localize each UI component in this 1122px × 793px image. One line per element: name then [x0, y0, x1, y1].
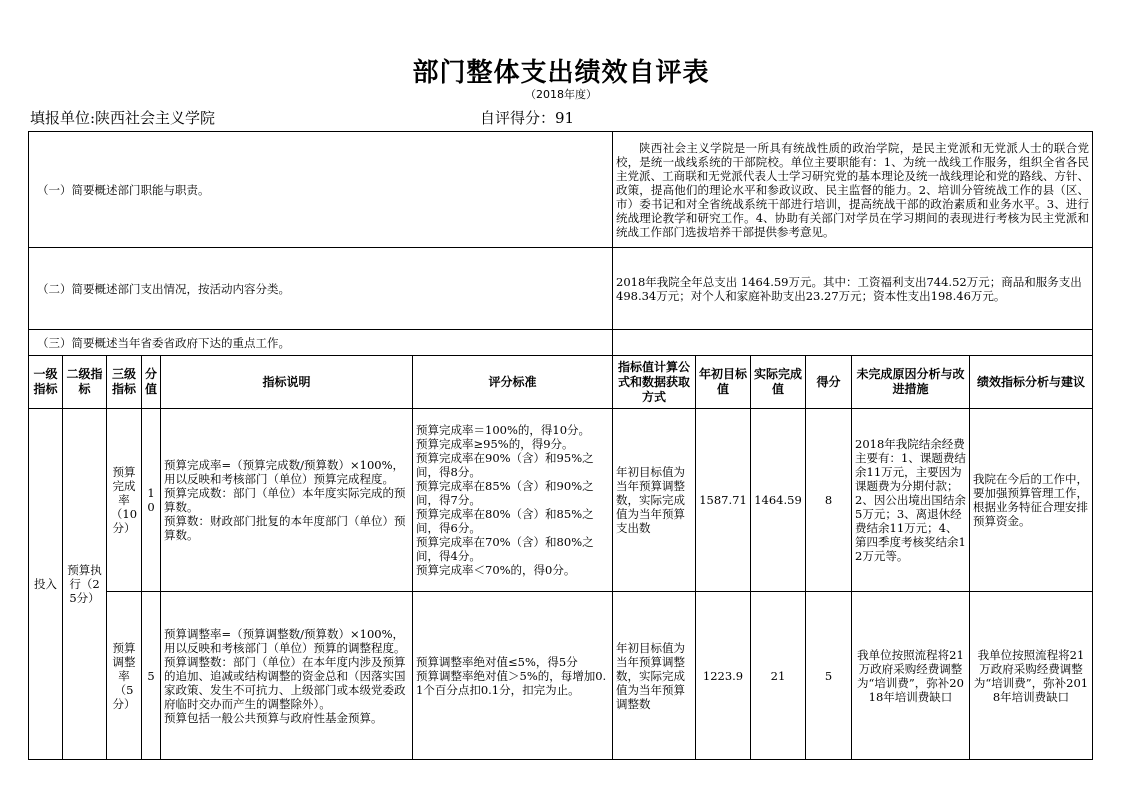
column-header: 年初目标值: [696, 356, 751, 409]
column-header: 一级指标: [29, 356, 63, 409]
reason-analysis: 我单位按照流程将21万政府采购经费调整为“培训费”，弥补2018年培训费缺口: [852, 592, 970, 760]
summary-row-expenditure: [29, 248, 1093, 330]
column-header: 分值: [142, 356, 161, 409]
column-header: 三级指标: [107, 356, 142, 409]
scoring-criteria: [413, 409, 613, 592]
criteria-line: 预算完成率在80%（含）和85%之间，得6分。: [416, 507, 594, 535]
self-score: 自评得分：91: [480, 109, 575, 127]
points-value: 10: [142, 409, 161, 592]
explanation-line: 预算包括一般公共预算与政府性基金预算。: [164, 710, 383, 725]
score-value: 8: [806, 409, 852, 592]
column-header: 评分标准: [413, 356, 613, 409]
performance-advice: 我单位按照流程将21万政府采购经费调整为“培训费”，弥补2018年培训费缺口: [970, 592, 1093, 760]
reason-analysis: 2018年我院结余经费主要有：1、课题费结余11万元，主要因为课题费为分期付款；2、因公出境出国结余5万元；3、离退休经费结余11万元；4、第四季度考核奖结余12万元等。: [852, 409, 970, 592]
column-header: 绩效指标分析与建议: [970, 356, 1093, 409]
table-row: [29, 592, 1093, 760]
summary-content: [613, 330, 1093, 356]
column-header: 指标值计算公式和数据获取方式: [613, 356, 696, 409]
score-value: 5: [806, 592, 852, 760]
criteria-line: 预算完成率在70%（含）和80%之间，得4分。: [416, 535, 594, 563]
table-row: [29, 409, 1093, 592]
criteria-line: 预算完成率＝100%的，得10分。: [416, 423, 591, 437]
summary-label: （三）简要概述当年省委省政府下达的重点工作。: [29, 330, 613, 356]
level1-indicator: 投入: [29, 409, 63, 760]
indicator-explanation: [161, 409, 413, 592]
explanation-line: 预算调整率=（预算调整数/预算数）×100%，用以反映和考核部门（单位）预算的调整程度。: [164, 626, 406, 655]
explanation-line: 预算完成数：部门（单位）本年度实际完成的预算数。: [164, 486, 406, 514]
explanation-line: 预算数：财政部门批复的本年度部门（单位）预算数。: [164, 514, 406, 542]
criteria-line: 预算调整率绝对值≤5%，得5分: [416, 654, 578, 669]
criteria-line: 预算完成率在90%（含）和95%之间，得8分。: [416, 451, 594, 479]
formula-source: 年初目标值为当年预算调整数，实际完成值为当年预算调整数: [613, 592, 696, 760]
column-header: 二级指标: [63, 356, 107, 409]
summary-label: （二）简要概述部门支出情况，按活动内容分类。: [29, 248, 613, 330]
criteria-line: 预算调整率绝对值＞5%的，每增加0.1个百分点扣0.1分，扣完为止。: [416, 668, 607, 697]
performance-advice: 我院在今后的工作中，要加强预算管理工作，根据业务特征合理安排预算资金。: [970, 409, 1093, 592]
column-header: 实际完成值: [751, 356, 806, 409]
reporting-unit: 填报单位:陕西社会主义学院: [30, 109, 216, 127]
indicator-explanation: [161, 592, 413, 760]
explanation-line: 预算调整数：部门（单位）在本年度内涉及预算的追加、追减或结构调整的资金总和（因落实国家政策、发生不可抗力、上级部门或本级党委政府临时交办而产生的调整除外）。: [164, 654, 406, 711]
column-header: 得分: [806, 356, 852, 409]
summary-row-functions: [29, 132, 1093, 248]
summary-content: 2018年我院全年总支出 1464.59万元。其中：工资福利支出744.52万元；商品和服务支出498.34万元；对个人和家庭补助支出23.27万元；资本性支出198.46万元。: [613, 248, 1093, 330]
table-header-row: [29, 356, 1093, 409]
column-header: 指标说明: [161, 356, 413, 409]
points-value: 5: [142, 592, 161, 760]
level2-indicator: 预算执行（25分）: [63, 409, 107, 760]
page-title: 部门整体支出绩效自评表: [412, 58, 710, 88]
summary-row-key-work: [29, 330, 1093, 356]
formula-source: 年初目标值为当年预算调整数，实际完成 值为当年预算支出数: [613, 409, 696, 592]
actual-value: 21: [751, 592, 806, 760]
level3-indicator: 预算完成率（10分）: [107, 409, 142, 592]
scoring-criteria: [413, 592, 613, 760]
actual-value: 1464.59: [751, 409, 806, 592]
target-value: 1587.71: [696, 409, 751, 592]
explanation-line: 预算完成率=（预算完成数/预算数）×100%，用以反映和考核部门（单位）预算完成程度。: [164, 458, 405, 486]
criteria-line: 预算完成率在85%（含）和90%之间，得7分。: [416, 479, 594, 507]
page-subtitle: （2018年度）: [525, 88, 597, 101]
evaluation-table: [28, 131, 1093, 760]
column-header: 未完成原因分析与改进措施: [852, 356, 970, 409]
summary-content: 陕西社会主义学院是一所具有统战性质的政治学院，是民主党派和无党派人士的联合党校，是统一战线系统的干部院校。单位主要职能有：1、为统一战线工作服务，组织全省各民主党派、工商联和无党派代表人士学习研究党的基本理论及统一战线理论和党的路线、方针、政策，提高他们的理论水平和参政议政、民主监督的能力。2、培训分管统战工作的县（区、市）委书记和对全省统战系统干部进行培训，提高统战干部的政治素质和业务水平。3、进行统战理论教学和研究工作。4、协助有关部门对学员在学习期间的表现进行考核为民主党派和统战工作部门选拔培养干部提供参考意见。: [613, 132, 1093, 248]
level3-indicator: 预算调整率（5分）: [107, 592, 142, 760]
criteria-line: 预算完成率≥95%的，得9分。: [416, 437, 574, 451]
summary-label: （一）简要概述部门职能与职责。: [29, 132, 613, 248]
criteria-line: 预算完成率＜70%的，得0分。: [416, 563, 576, 577]
target-value: 1223.9: [696, 592, 751, 760]
